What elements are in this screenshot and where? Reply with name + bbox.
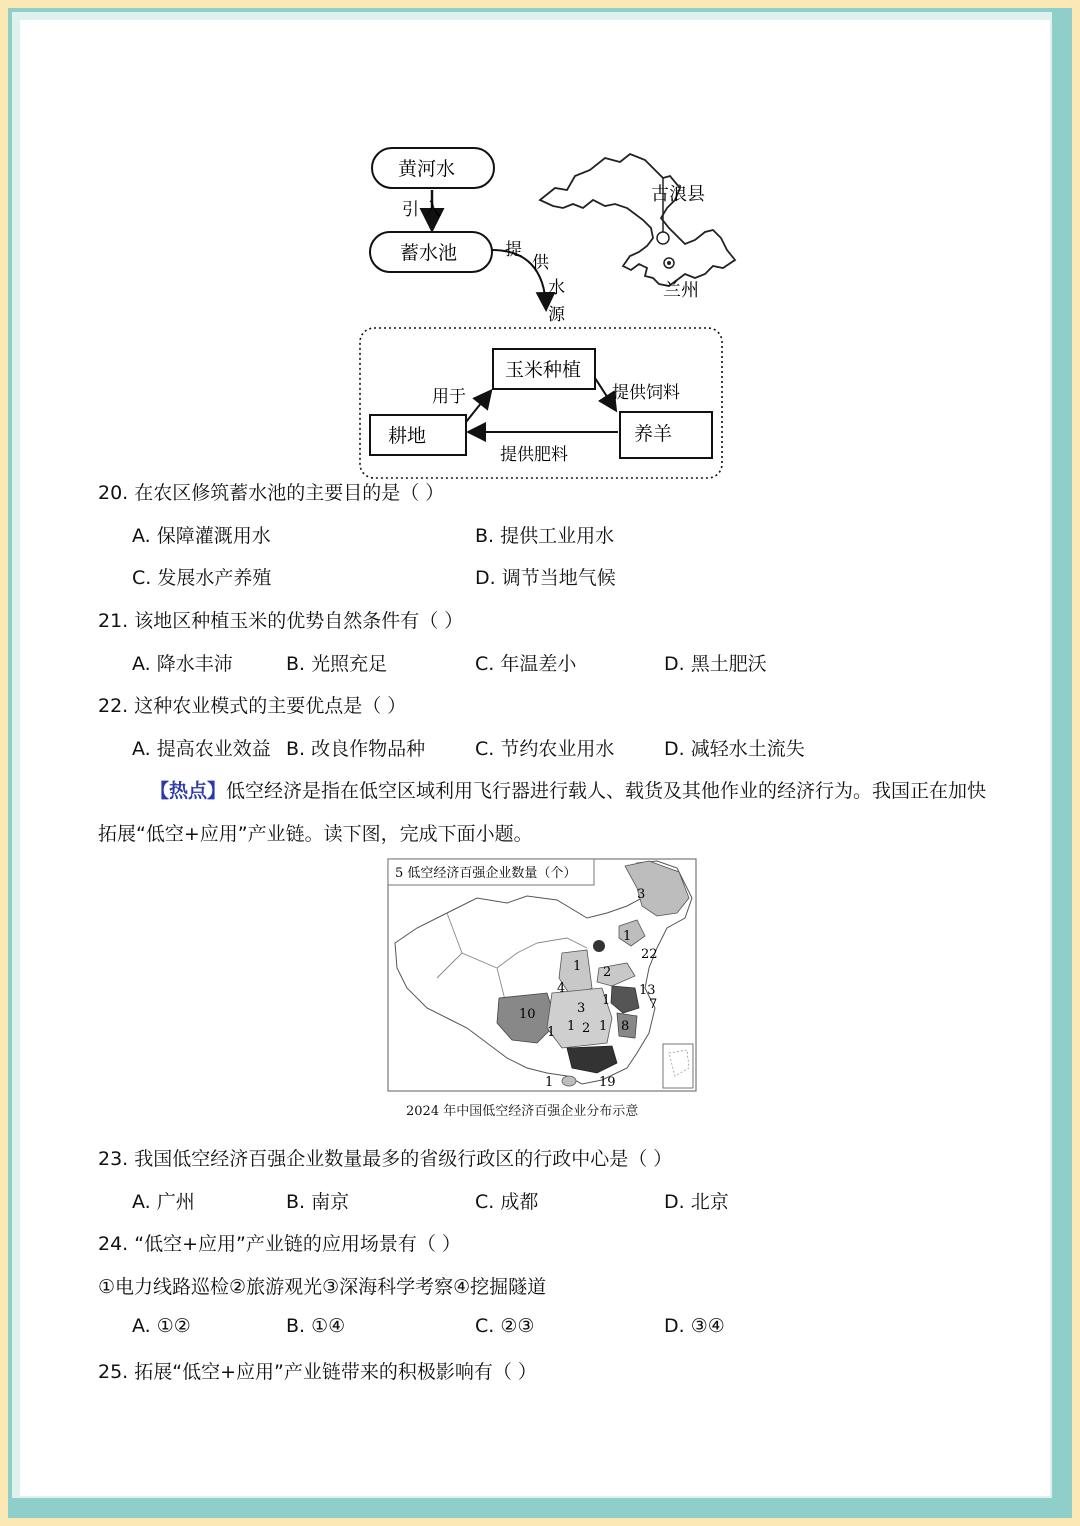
- question-20: 20. 在农区修筑蓄水池的主要目的是（ ）: [98, 482, 445, 504]
- q24-option-b[interactable]: B. ①④: [286, 1315, 346, 1337]
- corn-label: 玉米种植: [505, 359, 582, 381]
- q24-option-a[interactable]: A. ①②: [132, 1315, 191, 1337]
- map-label-heilongjiang: 3: [637, 887, 646, 902]
- fertilizer-label: 提供肥料: [500, 445, 568, 465]
- question-25: 25. 拓展“低空+应用”产业链带来的积极影响有（ ）: [98, 1361, 537, 1383]
- map-legend: 5 低空经济百强企业数量（个）: [395, 866, 577, 881]
- map-label-jiangsu: 13: [639, 983, 656, 998]
- yellow-river-label: 黄河水: [398, 158, 456, 180]
- china-enterprise-map: [387, 858, 697, 1092]
- supply-water-1: 提: [505, 240, 522, 260]
- hotspot-line-1: [150, 776, 986, 803]
- feed-label: 提供饲料: [612, 383, 680, 403]
- q22-option-d[interactable]: D. 减轻水土流失: [664, 738, 805, 760]
- map-label-shaanxi: 4: [557, 981, 566, 996]
- reservoir-label: 蓄水池: [400, 242, 458, 264]
- map-label-shandong: 2: [603, 965, 612, 980]
- map-label-liaoning: 1: [623, 929, 632, 944]
- map-label-anhui: 1: [602, 993, 611, 1008]
- map-label-guizhou: 1: [567, 1019, 576, 1034]
- q23-option-c[interactable]: C. 成都: [475, 1191, 539, 1213]
- q20-option-c[interactable]: C. 发展水产养殖: [132, 567, 272, 589]
- map-label-guangdong: 19: [599, 1075, 616, 1090]
- q21-option-d[interactable]: D. 黑土肥沃: [664, 653, 767, 675]
- question-23: 23. 我国低空经济百强企业数量最多的省级行政区的行政中心是（ ）: [98, 1148, 673, 1170]
- map-label-hunan: 2: [582, 1021, 591, 1036]
- hotspot-text-1: 低空经济是指在低空区域利用飞行器进行载人、载货及其他作业的经济行为。我国正在加快: [226, 780, 987, 802]
- question-21: 21. 该地区种植玉米的优势自然条件有（ ）: [98, 610, 464, 632]
- map-label-shanxi: 1: [573, 959, 582, 974]
- q22-option-c[interactable]: C. 节约农业用水: [475, 738, 615, 760]
- used-for-label: 用于: [432, 387, 466, 407]
- sheep-label: 养羊: [634, 423, 673, 445]
- q22-option-b[interactable]: B. 改良作物品种: [286, 738, 426, 760]
- map-label-sichuan: 10: [519, 1007, 536, 1022]
- farmland-label: 耕地: [388, 425, 427, 447]
- question-22: 22. 这种农业模式的主要优点是（ ）: [98, 695, 407, 717]
- supply-water-4: 源: [548, 305, 565, 325]
- document-page: [20, 20, 1050, 1496]
- q21-option-a[interactable]: A. 降水丰沛: [132, 653, 233, 675]
- question-24-note: ①电力线路巡检②旅游观光③深海科学考察④挖掘隧道: [98, 1276, 547, 1298]
- map-label-beijing: 22: [641, 947, 658, 962]
- q20-option-a[interactable]: A. 保障灌溉用水: [132, 525, 271, 547]
- gulang-label: 古浪县: [651, 184, 705, 205]
- hotspot-line-2: 拓展“低空+应用”产业链。读下图，完成下面小题。: [98, 823, 533, 845]
- map-label-zhejiang: 8: [621, 1019, 630, 1034]
- map-label-jiangxi: 1: [599, 1019, 608, 1034]
- q24-option-c[interactable]: C. ②③: [475, 1315, 535, 1337]
- q21-option-b[interactable]: B. 光照充足: [286, 653, 388, 675]
- map-label-shanghai: 7: [649, 997, 658, 1012]
- map-caption: 2024 年中国低空经济百强企业分布示意: [406, 1104, 639, 1119]
- q20-option-b[interactable]: B. 提供工业用水: [475, 525, 615, 547]
- q21-option-c[interactable]: C. 年温差小: [475, 653, 577, 675]
- supply-water-2: 供: [532, 253, 549, 273]
- q23-option-d[interactable]: D. 北京: [664, 1191, 729, 1213]
- supply-water-3: 水: [548, 278, 565, 298]
- q22-option-a[interactable]: A. 提高农业效益: [132, 738, 271, 760]
- map-label-chongqing: 1: [547, 1025, 556, 1040]
- introduce-label: 引 入: [402, 200, 442, 220]
- gansu-map: [535, 148, 750, 308]
- q24-option-d[interactable]: D. ③④: [664, 1315, 725, 1337]
- q23-option-b[interactable]: B. 南京: [286, 1191, 350, 1213]
- map-label-hainan: 1: [545, 1075, 554, 1090]
- q23-option-a[interactable]: A. 广州: [132, 1191, 195, 1213]
- lanzhou-label: 兰州: [663, 280, 699, 301]
- map-label-hubei: 3: [577, 1001, 586, 1016]
- q20-option-d[interactable]: D. 调节当地气候: [475, 567, 616, 589]
- hotspot-tag: 【热点】: [150, 780, 227, 802]
- question-24: 24. “低空+应用”产业链的应用场景有（ ）: [98, 1233, 461, 1255]
